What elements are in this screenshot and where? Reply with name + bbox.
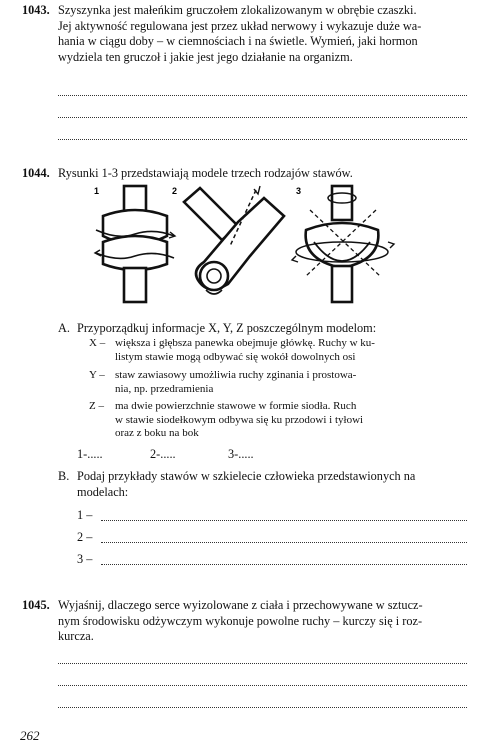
part-b-answer-line-3[interactable] xyxy=(101,564,467,565)
part-b-answer-line-2[interactable] xyxy=(101,542,467,543)
part-b-answer-label-1: 1 – xyxy=(77,508,93,522)
answer-line[interactable] xyxy=(58,707,467,708)
answer-line[interactable] xyxy=(58,685,467,686)
answer-slot-1[interactable]: 1-..... xyxy=(77,447,103,461)
option-line: ma dwie powierzchnie stawowe w formie siodła. Ruch xyxy=(115,400,357,412)
figure-label-3: 3 xyxy=(296,186,302,196)
text-line: hania w ciągu doby – w ciemnościach i na świetle. Wymień, jaki hormon xyxy=(58,34,418,48)
answer-slot-3[interactable]: 3-..... xyxy=(228,447,254,461)
option-line: w stawie siodełkowym odbywa się ku przodowi i tyłowi xyxy=(115,413,364,426)
option-line: nia, np. przedramienia xyxy=(115,382,214,395)
question-number-1043: 1043. xyxy=(22,3,50,17)
part-b-text xyxy=(77,469,472,500)
text-line: Wyjaśnij, dlaczego serce wyizolowane z ciała i przechowywane w sztucz- xyxy=(58,598,423,612)
text-line: Podaj przykłady stawów w szkielecie człowieka przedstawionych na xyxy=(77,469,416,483)
saddle-joint-model xyxy=(95,186,178,302)
question-number-1044: 1044. xyxy=(22,166,50,180)
figure-label-2: 2 xyxy=(172,186,178,196)
question-1043-text xyxy=(58,3,472,65)
text-line: wydziela ten gruczoł i jakie jest jego działanie na organizm. xyxy=(58,49,353,64)
question-1044-intro: Rysunki 1-3 przedstawiają modele trzech rodzajów stawów. xyxy=(58,166,353,180)
question-number-1045: 1045. xyxy=(22,598,50,612)
text-line: nym środowisku odżywczym wykonuje powolne ruchy – kurczy się i roz- xyxy=(58,613,423,628)
option-line: większa i głębsza panewka obejmuje główkę. Ruchy w ku- xyxy=(115,337,375,349)
option-line: listym stawie mogą odbywać się wokół dowolnych osi xyxy=(115,350,356,363)
option-line: staw zawiasowy umożliwia ruchy zginania i prostowa- xyxy=(115,369,357,381)
part-a-label: A. xyxy=(58,321,70,335)
part-b-label: B. xyxy=(58,469,70,483)
option-y-letter: Y – xyxy=(89,369,105,381)
text-line: modelach: xyxy=(77,484,129,499)
answer-line[interactable] xyxy=(58,117,467,118)
hinge-joint-model xyxy=(184,186,284,294)
part-b-answer-line-1[interactable] xyxy=(101,520,467,521)
joint-models-figure xyxy=(88,180,408,310)
option-z-text xyxy=(115,400,415,441)
answer-line[interactable] xyxy=(58,95,467,96)
ball-joint-model xyxy=(292,186,394,302)
figure-label-1: 1 xyxy=(94,186,100,196)
option-x-letter: X – xyxy=(89,337,106,349)
page-number: 262 xyxy=(20,728,40,743)
text-line: kurcza. xyxy=(58,629,94,643)
answer-line[interactable] xyxy=(58,139,467,140)
part-a-text: Przyporządkuj informacje X, Y, Z poszczególnym modelom: xyxy=(77,321,377,335)
part-b-answer-label-2: 2 – xyxy=(77,530,93,544)
option-z-letter: Z – xyxy=(89,400,104,412)
option-y-text xyxy=(115,369,415,396)
text-line: Jej aktywność regulowana jest przez układ nerwowy i wykazuje duże wa- xyxy=(58,18,422,33)
part-b-answer-label-3: 3 – xyxy=(77,552,93,566)
question-1045-text xyxy=(58,598,472,645)
answer-slot-2[interactable]: 2-..... xyxy=(150,447,176,461)
option-x-text xyxy=(115,337,415,364)
option-line: oraz z boku na bok xyxy=(115,427,199,439)
text-line: Szyszynka jest małeńkim gruczołem zlokalizowanym w obrębie czaszki. xyxy=(58,3,417,17)
answer-line[interactable] xyxy=(58,663,467,664)
